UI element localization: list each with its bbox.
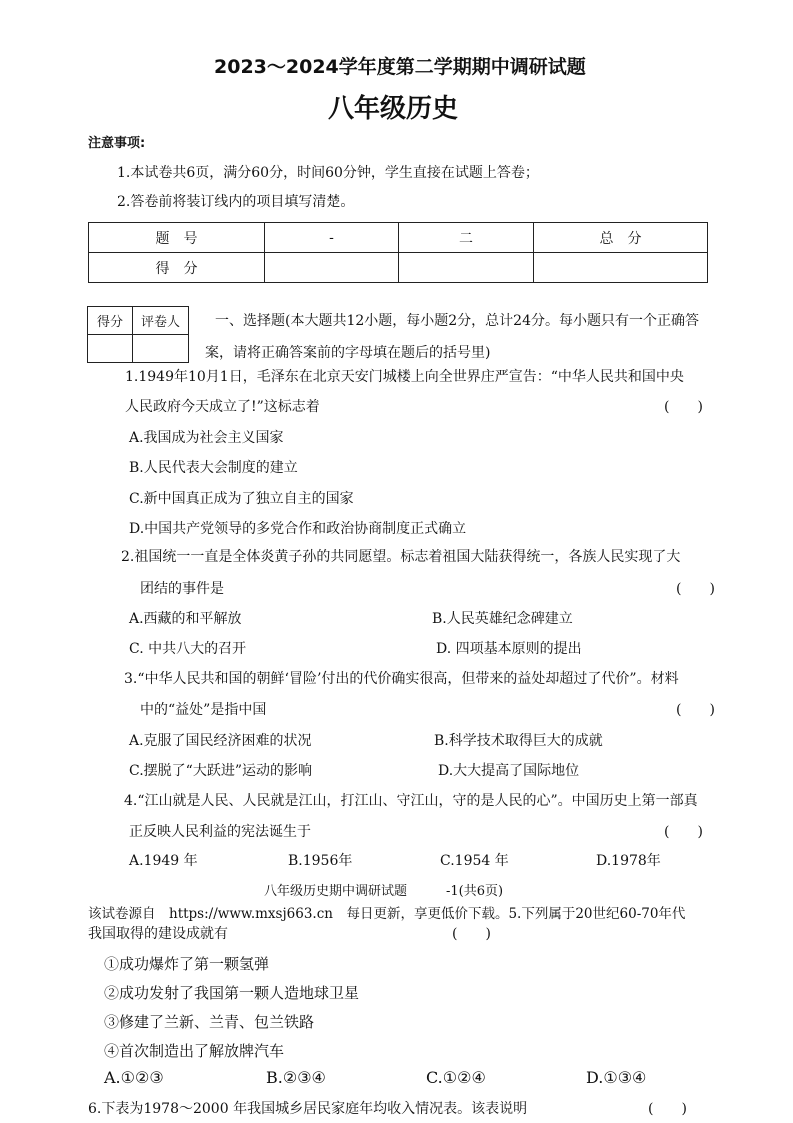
question-5-cont: 我国取得的建设成就有: [88, 926, 228, 942]
question-2-cont: 团结的事件是: [140, 581, 224, 597]
answer-bracket[interactable]: ( ): [676, 581, 715, 597]
score-table-header: 总 分: [534, 223, 708, 253]
score-cell[interactable]: [265, 253, 399, 283]
statement: ③修建了兰新、兰青、包兰铁路: [104, 1013, 315, 1031]
answer-bracket[interactable]: ( ): [664, 824, 703, 840]
option: A.①②③: [104, 1068, 164, 1087]
section-heading-cont: 案，请将正确答案前的字母填在题后的括号里): [205, 345, 491, 361]
score-table-header: 题 号: [89, 223, 265, 253]
answer-bracket[interactable]: ( ): [676, 702, 715, 718]
statement: ④首次制造出了解放牌汽车: [104, 1042, 285, 1060]
option: D.1978年: [596, 853, 661, 869]
option: D.中国共产党领导的多党合作和政治协商制度正式确立: [129, 521, 467, 537]
option: D.大大提高了国际地位: [438, 763, 580, 779]
option: C.新中国真正成为了独立自主的国家: [129, 491, 354, 507]
score-table-row-label: 得 分: [89, 253, 265, 283]
question-6: 6.下表为1978～2000 年我国城乡居民家庭年均收入情况表。该表说明: [88, 1101, 528, 1117]
option: A.1949 年: [129, 853, 198, 869]
grader-cell[interactable]: [133, 335, 189, 363]
question-2: 2.祖国统一一直是全体炎黄子孙的共同愿望。标志着祖国大陆获得统一，各族人民实现了大: [121, 549, 681, 565]
exam-title: 2023～2024学年度第二学期期中调研试题: [214, 56, 586, 78]
option: A.克服了国民经济困难的状况: [129, 733, 312, 749]
question-4-cont: 正反映人民利益的宪法诞生于: [129, 824, 311, 840]
statement: ①成功爆炸了第一颗氢弹: [104, 955, 270, 973]
option: C.1954 年: [440, 853, 509, 869]
exam-subject: 八年级历史: [328, 94, 459, 124]
score-cell[interactable]: [399, 253, 534, 283]
question-4: 4.“江山就是人民、人民就是江山，打江山、守江山，守的是人民的心”。中国历史上第一部真: [124, 793, 698, 809]
note-item-1: 1.本试卷共6页，满分60分，时间60分钟，学生直接在试题上答卷；: [117, 165, 539, 181]
answer-bracket[interactable]: ( ): [452, 926, 491, 942]
answer-bracket[interactable]: ( ): [664, 399, 703, 415]
option: B.1956年: [288, 853, 353, 869]
grader-header-reviewer: 评卷人: [133, 307, 189, 335]
score-table-header: 二: [399, 223, 534, 253]
score-cell[interactable]: [534, 253, 708, 283]
option: B.人民代表大会制度的建立: [129, 460, 298, 476]
page-footer: 八年级历史期中调研试题 -1(共6页): [264, 884, 504, 899]
question-3-cont: 中的“益处”是指中国: [140, 702, 267, 718]
score-table: [88, 222, 708, 283]
statement: ②成功发射了我国第一颗人造地球卫星: [104, 984, 360, 1002]
answer-bracket[interactable]: ( ): [648, 1101, 687, 1117]
option: D. 四项基本原则的提出: [436, 641, 582, 657]
grader-header-score: 得分: [88, 307, 133, 335]
source-line: 该试卷源自 https://www.mxsj663.cn 每日更新，享更低价下载。5.下列属于20世纪60-70年代: [88, 906, 686, 922]
option: B.②③④: [266, 1068, 326, 1087]
question-1: 1.1949年10月1日，毛泽东在北京天安门城楼上向全世界庄严宣告：“中华人民共和国中央: [125, 369, 684, 385]
question-1-cont: 人民政府今天成立了!”这标志着: [125, 399, 320, 415]
option: C.摆脱了“大跃进”运动的影响: [129, 763, 312, 779]
option: B.科学技术取得巨大的成就: [434, 733, 603, 749]
option: B.人民英雄纪念碑建立: [432, 611, 573, 627]
note-item-2: 2.答卷前将装订线内的项目填写清楚。: [117, 194, 355, 210]
option: C. 中共八大的召开: [129, 641, 247, 657]
grader-table: [87, 306, 189, 363]
score-table-header: -: [265, 223, 399, 253]
option: C.①②④: [426, 1068, 486, 1087]
option: D.①③④: [586, 1068, 647, 1087]
question-3: 3.“中华人民共和国的朝鲜‘冒险’付出的代价确实很高，但带来的益处却超过了代价”。材料: [124, 671, 679, 687]
option: A.西藏的和平解放: [129, 611, 242, 627]
grader-cell[interactable]: [88, 335, 133, 363]
section-heading: 一、选择题(本大题共12小题，每小题2分，总计24分。每小题只有一个正确答: [215, 313, 699, 329]
option: A.我国成为社会主义国家: [129, 430, 284, 446]
notes-heading: 注意事项:: [88, 136, 146, 151]
